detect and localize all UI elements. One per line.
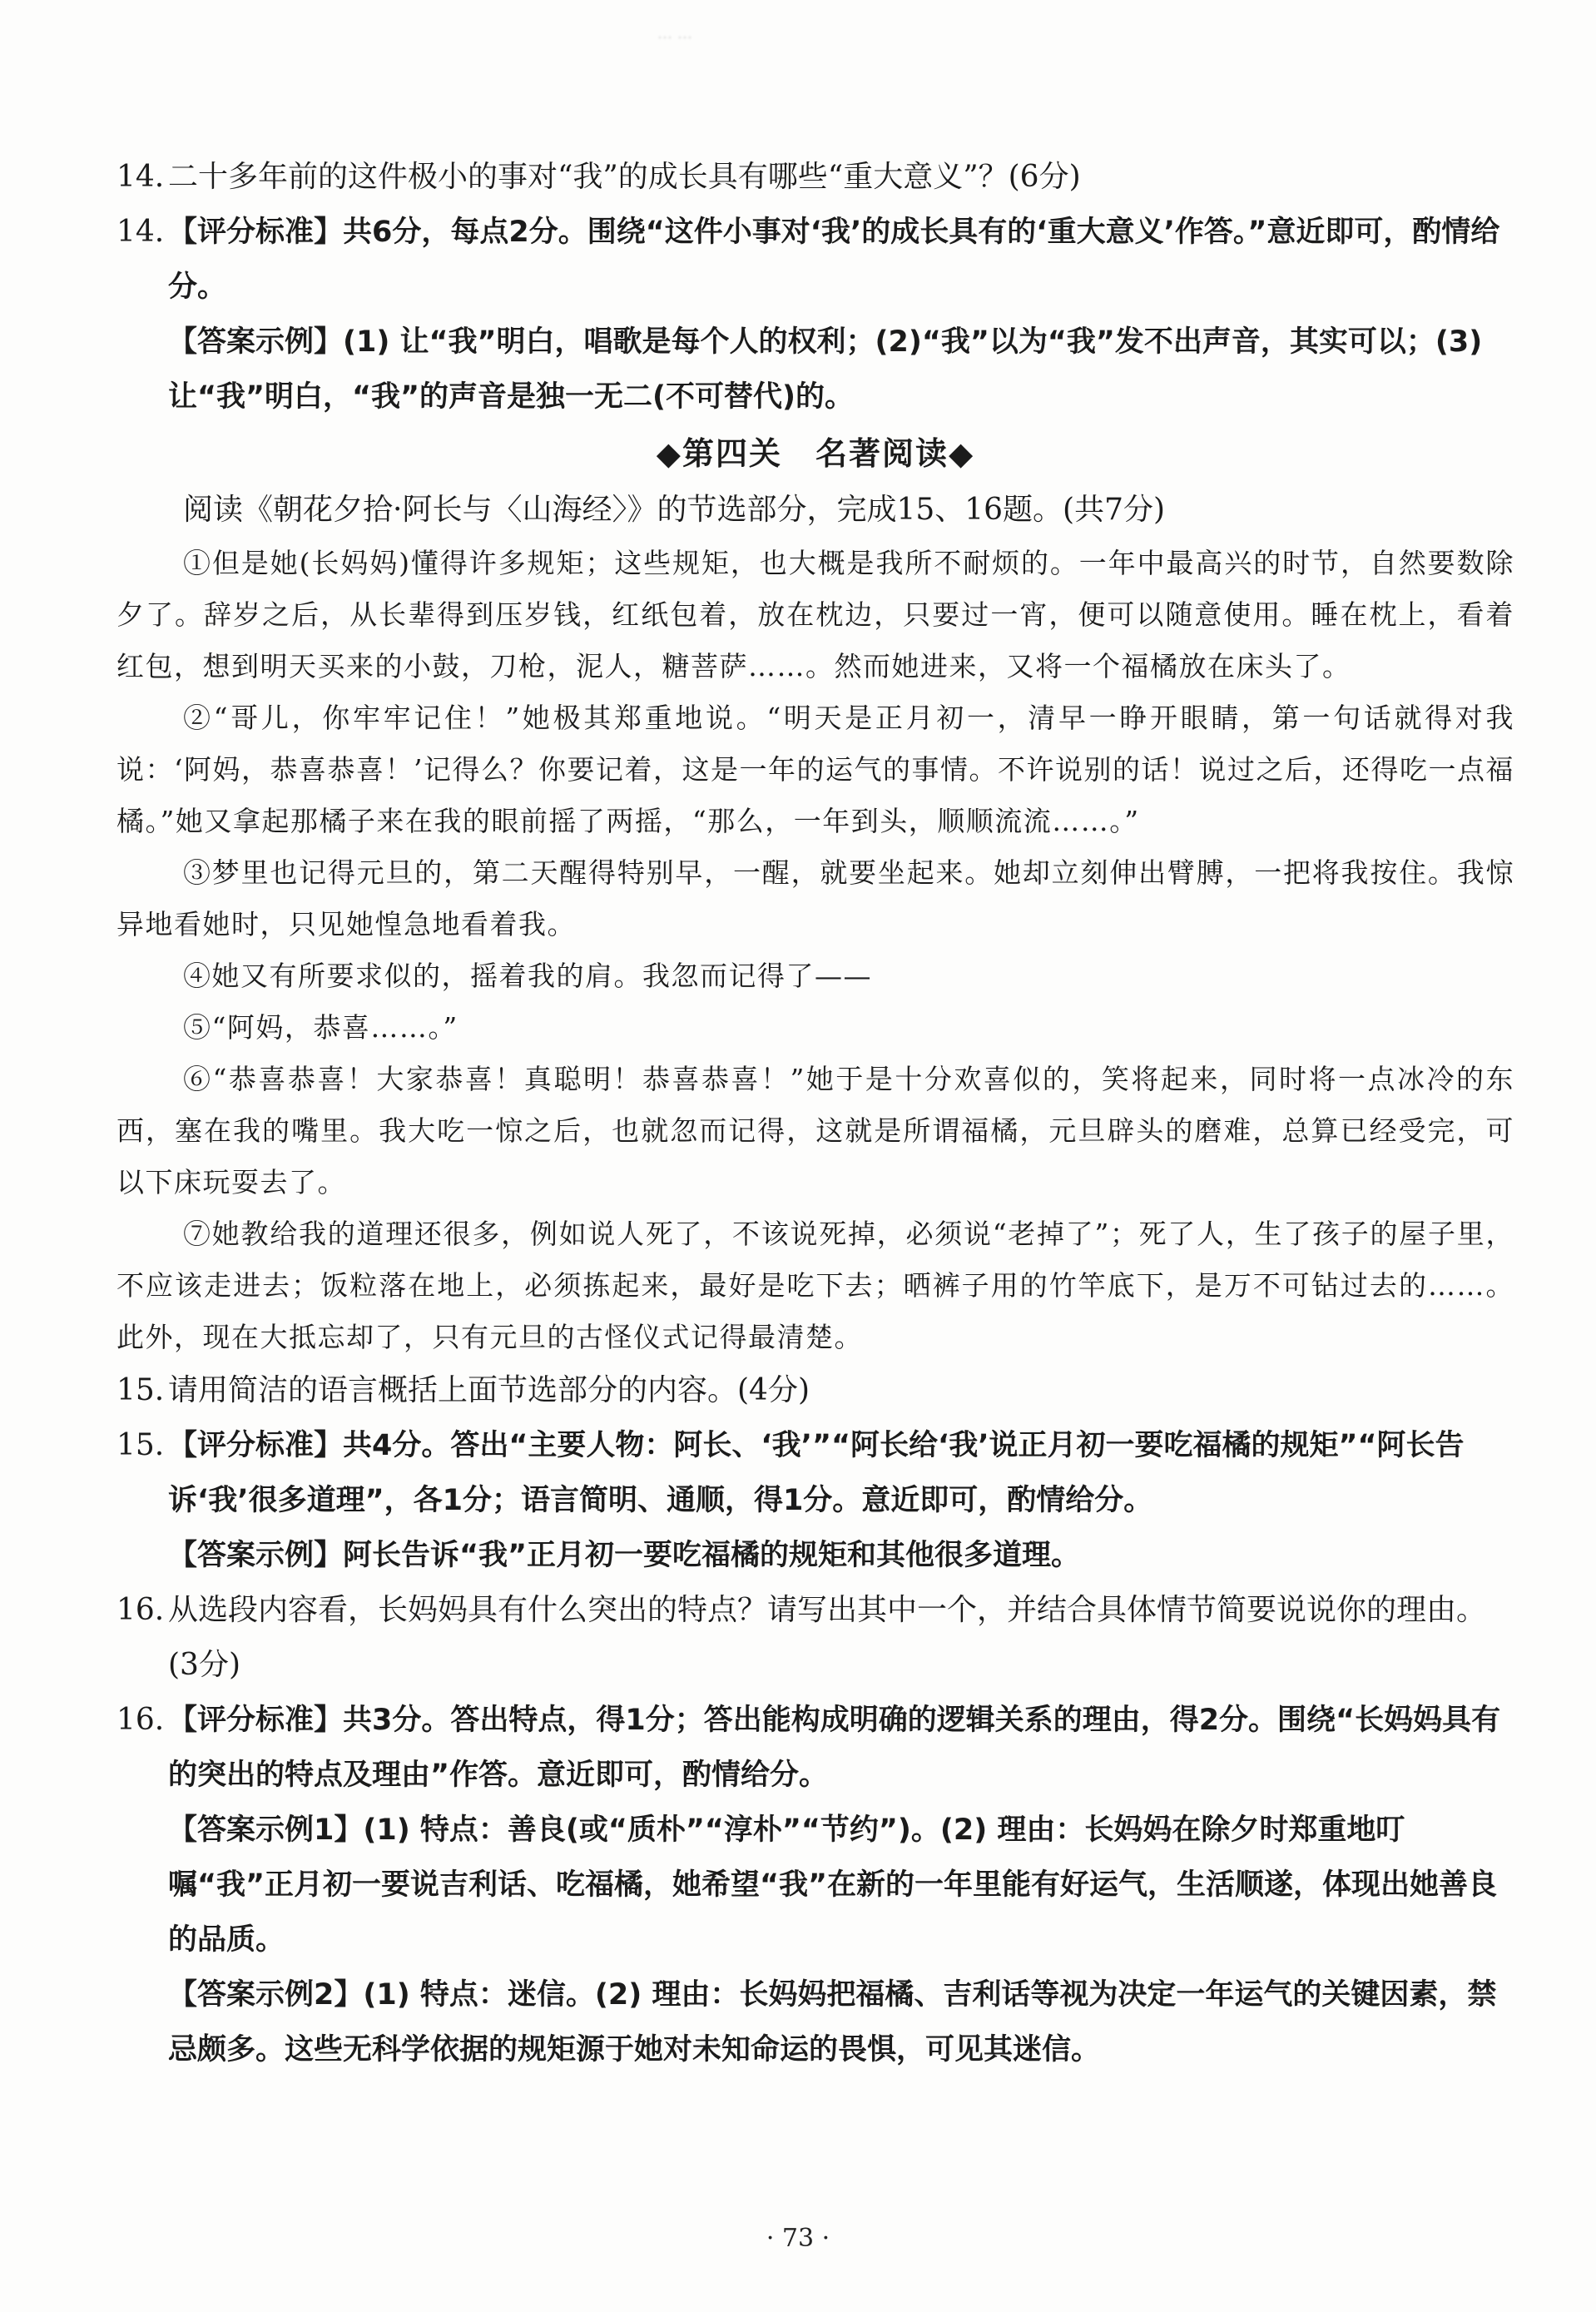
answer-14-standard: [116, 205, 1514, 315]
passage-paragraph: ⑥“恭喜恭喜！大家恭喜！真聪明！恭喜恭喜！”她于是十分欢喜似的，笑将起来，同时将一点冰冷的东西，塞在我的嘴里。我大吃一惊之后，也就忽而记得，这就是所谓福橘，元旦辟头的磨难，总算已经受完，可以下床玩耍去了。: [116, 1063, 1514, 1198]
question-number: 16.: [116, 1593, 165, 1627]
question-16: [116, 1583, 1514, 1693]
question-15: [116, 1363, 1514, 1418]
answer-number: 16.: [116, 1703, 165, 1737]
scoring-standard: 【评分标准】共4分。答出“主要人物：阿长、‘我’”“阿长给‘我’说正月初一要吃福橘的规矩”“阿长告诉‘我’很多道理”，各1分；语言简明、通顺，得1分。意近即可，酌情给分。: [168, 1429, 1465, 1517]
scoring-standard: 【评分标准】共6分，每点2分。围绕“这件小事对‘我’的成长具有的‘重大意义’作答。”意近即可，酌情给分。: [168, 216, 1500, 304]
passage-paragraph: ⑦她教给我的道理还很多，例如说人死了，不该说死掉，必须说“老掉了”；死了人，生了孩子的屋子里，不应该走进去；饭粒落在地上，必须拣起来，最好是吃下去；晒裤子用的竹竿底下，是万不可钻过去的……。此外，现在大抵忘却了，只有元旦的古怪仪式记得最清楚。: [116, 1218, 1514, 1353]
passage-paragraph: ①但是她(长妈妈)懂得许多规矩；这些规矩，也大概是我所不耐烦的。一年中最高兴的时节，自然要数除夕了。辞岁之后，从长辈得到压岁钱，红纸包着，放在枕边，只要过一宵，便可以随意使用。睡在枕上，看着红包，想到明天买来的小鼓，刀枪，泥人，糖菩萨……。然而她进来，又将一个福橘放在床头了。: [116, 547, 1514, 682]
page-number: · 73 ·: [766, 2224, 830, 2253]
reading-passage: [116, 538, 1514, 1363]
answer-15-example: 【答案示例】阿长告诉“我”正月初一要吃福橘的规矩和其他很多道理。: [168, 1539, 1081, 1572]
question-text: 从选段内容看，长妈妈具有什么突出的特点？请写出其中一个，并结合具体情节简要说说你的理由。(3分): [168, 1593, 1487, 1682]
answer-15-standard: [116, 1418, 1514, 1528]
question-number: 15.: [116, 1373, 165, 1407]
page-content: [116, 150, 1514, 2077]
scoring-standard: 【评分标准】共3分。答出特点，得1分；答出能构成明确的逻辑关系的理由，得2分。围绕“长妈妈具有的突出的特点及理由”作答。意近即可，酌情给分。: [168, 1704, 1501, 1792]
answer-16-standard: [116, 1693, 1514, 1803]
header-smudge: ……: [657, 25, 697, 42]
question-text: 二十多年前的这件极小的事对“我”的成长具有哪些“重大意义”？(6分): [168, 160, 1081, 194]
section-title: ◆第四关 名著阅读◆: [656, 435, 975, 472]
answer-16-example-2: 【答案示例2】(1) 特点：迷信。(2) 理由：长妈妈把福橘、吉利话等视为决定一年运气的关键因素，禁忌颇多。这些无科学依据的规矩源于她对未知命运的畏惧，可见其迷信。: [168, 1978, 1497, 2066]
question-number: 14.: [116, 160, 165, 194]
answer-number: 15.: [116, 1428, 165, 1462]
reading-intro: 阅读《朝花夕拾·阿长与〈山海经〉》的节选部分，完成15、16题。(共7分): [183, 493, 1166, 527]
answer-16-example-1: 【答案示例1】(1) 特点：善良(或“质朴”“淳朴”“节约”)。(2) 理由：长妈妈在除夕时郑重地叮嘱“我”正月初一要说吉利话、吃福橘，她希望“我”在新的一年里能有好运气，生活顺遂，体现出她善良的品质。: [168, 1813, 1498, 1957]
answer-number: 14.: [116, 215, 165, 249]
question-14: [116, 150, 1514, 205]
answer-14-example: 【答案示例】(1) 让“我”明白，唱歌是每个人的权利；(2)“我”以为“我”发不出声音，其实可以；(3) 让“我”明白，“我”的声音是独一无二(不可替代)的。: [168, 325, 1483, 414]
passage-paragraph: ⑤“阿妈，恭喜……。”: [183, 1011, 458, 1044]
passage-paragraph: ④她又有所要求似的，摇着我的肩。我忽而记得了——: [183, 960, 872, 992]
passage-paragraph: ③梦里也记得元旦的，第二天醒得特别早，一醒，就要坐起来。她却立刻伸出臂膊，一把将我按住。我惊异地看她时，只见她惶急地看着我。: [116, 856, 1514, 940]
passage-paragraph: ②“哥儿，你牢牢记住！”她极其郑重地说。“明天是正月初一，清早一睁开眼睛，第一句话就得对我说：‘阿妈，恭喜恭喜！’记得么？你要记着，这是一年的运气的事情。不许说别的话！说过之后，还得吃一点福橘。”她又拿起那橘子来在我的眼前摇了两摇，“那么，一年到头，顺顺流流……。”: [116, 702, 1514, 837]
question-text: 请用简洁的语言概括上面节选部分的内容。(4分): [168, 1373, 810, 1407]
